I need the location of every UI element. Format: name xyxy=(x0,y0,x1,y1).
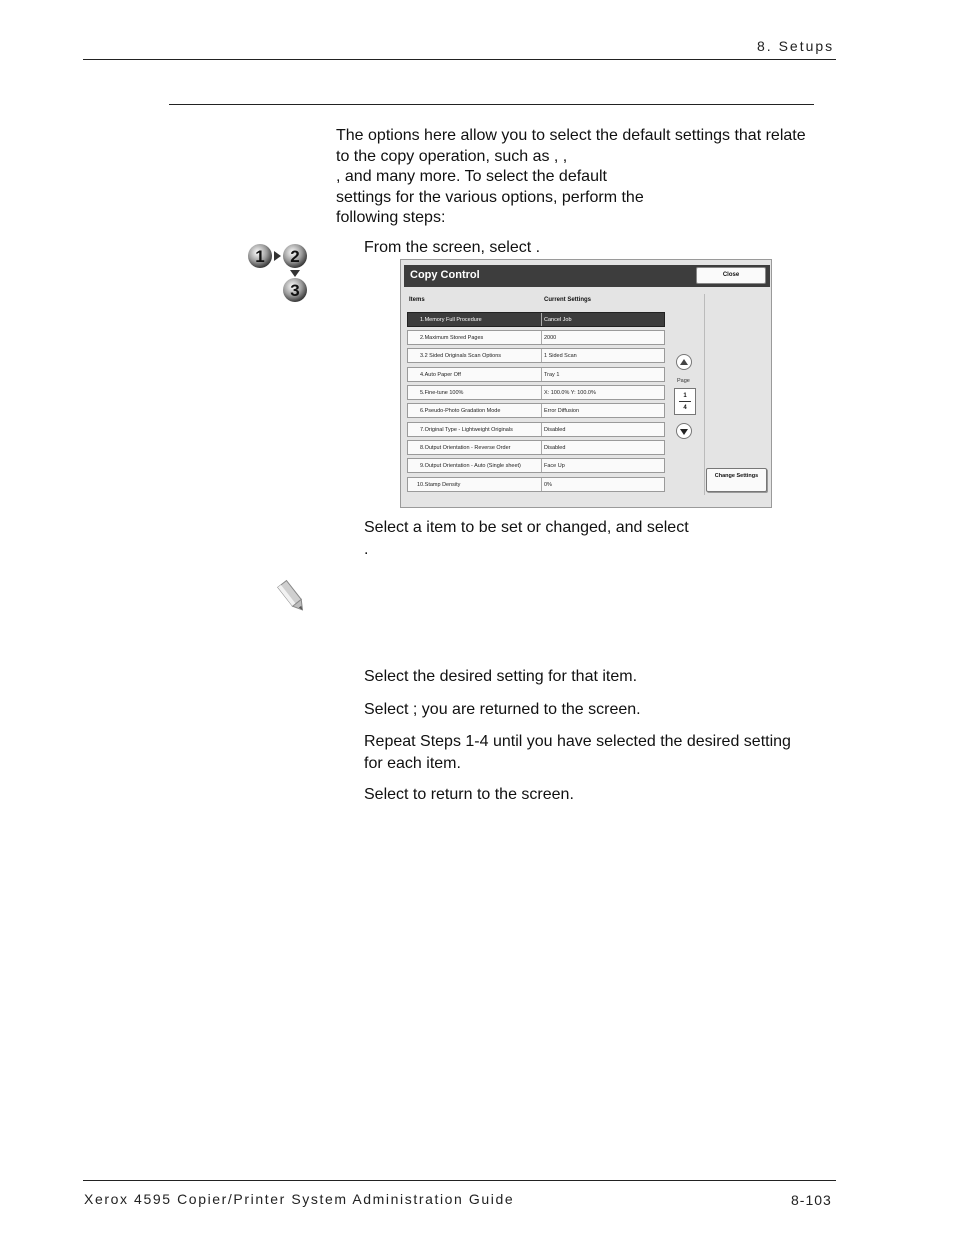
footer-guide-title: Xerox 4595 Copier/Printer System Administration Guide xyxy=(84,1191,515,1207)
copy-control-title: Copy Control xyxy=(410,269,480,281)
intro-line: , and many more. To select the default xyxy=(336,168,607,185)
row-label: 8.Output Orientation - Reverse Order xyxy=(420,445,511,451)
row-label: 7.Original Type - Lightweight Originals xyxy=(420,427,513,433)
settings-row-2-sided-scan-options[interactable] xyxy=(407,348,665,363)
copy-control-screen xyxy=(400,259,772,508)
intro-paragraph xyxy=(336,126,806,229)
step-3-text: Select the desired setting for that item. xyxy=(364,668,638,685)
change-settings-button[interactable]: Change Settings xyxy=(706,468,767,492)
row-label: 10.Stamp Density xyxy=(417,482,461,488)
steps-123-icon xyxy=(247,240,309,306)
settings-row-pseudo-photo-gradation[interactable] xyxy=(407,403,665,418)
footer-rule xyxy=(83,1180,836,1181)
svg-text:2: 2 xyxy=(290,247,300,266)
row-label: 5.Fine-tune 100% xyxy=(420,390,464,396)
intro-line: to the copy operation, such as , , xyxy=(336,147,568,165)
page-total: 4 xyxy=(683,405,687,411)
row-value: 2000 xyxy=(544,335,557,341)
row-value: Tray 1 xyxy=(544,372,560,378)
svg-text:1: 1 xyxy=(255,247,265,266)
row-label: 2.Maximum Stored Pages xyxy=(420,335,484,341)
running-header: 8. Setups xyxy=(757,38,835,54)
footer-page-number: 8-103 xyxy=(791,1192,832,1208)
step-2-line-2: . xyxy=(364,541,369,558)
step-5-line-2: for each item. xyxy=(364,755,461,772)
copy-control-titlebar xyxy=(404,265,770,287)
page-current: 1 xyxy=(683,393,687,399)
right-panel xyxy=(704,294,770,495)
row-value: Disabled xyxy=(544,445,566,451)
step-5-line-1: Repeat Steps 1-4 until you have selected the desired setting xyxy=(364,733,791,750)
row-label: 4.Auto Paper Off xyxy=(420,372,461,378)
page-up-icon[interactable] xyxy=(676,354,692,370)
intro-line: following steps: xyxy=(336,209,446,226)
row-value: 0% xyxy=(544,482,552,488)
intro-line: The options here allow you to select the default settings that relate xyxy=(336,127,806,144)
page-down-icon[interactable] xyxy=(676,423,692,439)
step-1-text: From the screen, select . xyxy=(364,239,541,256)
page-label: Page xyxy=(677,378,690,384)
row-value: X: 100.0% Y: 100.0% xyxy=(544,390,596,396)
page-indicator xyxy=(674,388,696,415)
row-label: 6.Pseudo-Photo Gradation Mode xyxy=(420,408,501,414)
settings-row-lightweight-originals[interactable] xyxy=(407,422,665,437)
row-label: 1.Memory Full Procedure xyxy=(420,317,482,323)
row-value: Face Up xyxy=(544,463,565,469)
settings-row-reverse-order[interactable] xyxy=(407,440,665,455)
settings-row-fine-tune[interactable] xyxy=(407,385,665,400)
section-rule xyxy=(169,104,814,105)
row-value: 1 Sided Scan xyxy=(544,353,577,359)
row-value: Cancel Job xyxy=(544,317,572,323)
row-label: 3.2 Sided Originals Scan Options xyxy=(420,353,502,359)
settings-row-auto-paper-off[interactable] xyxy=(407,367,665,382)
row-label: 9.Output Orientation - Auto (Single sheet) xyxy=(420,463,521,469)
step-6-text: Select to return to the screen. xyxy=(364,786,574,803)
row-value: Disabled xyxy=(544,427,566,433)
step-4-text: Select ; you are returned to the screen. xyxy=(364,701,641,718)
items-column-header: Items xyxy=(409,297,425,303)
step-2-line-1: Select a item to be set or changed, and select xyxy=(364,519,689,536)
settings-row-memory-full-procedure[interactable] xyxy=(407,312,665,327)
svg-text:3: 3 xyxy=(290,281,300,300)
row-value: Error Diffusion xyxy=(544,408,580,414)
settings-row-stamp-density[interactable] xyxy=(407,477,665,492)
intro-line: settings for the various options, perform the xyxy=(336,188,644,206)
note-pencil-icon xyxy=(275,578,311,616)
current-settings-column-header: Current Settings xyxy=(544,297,592,303)
settings-row-maximum-stored-pages[interactable] xyxy=(407,330,665,345)
close-button[interactable]: Close xyxy=(696,267,766,284)
settings-row-auto-single-sheet[interactable] xyxy=(407,458,665,473)
header-rule xyxy=(83,59,836,60)
